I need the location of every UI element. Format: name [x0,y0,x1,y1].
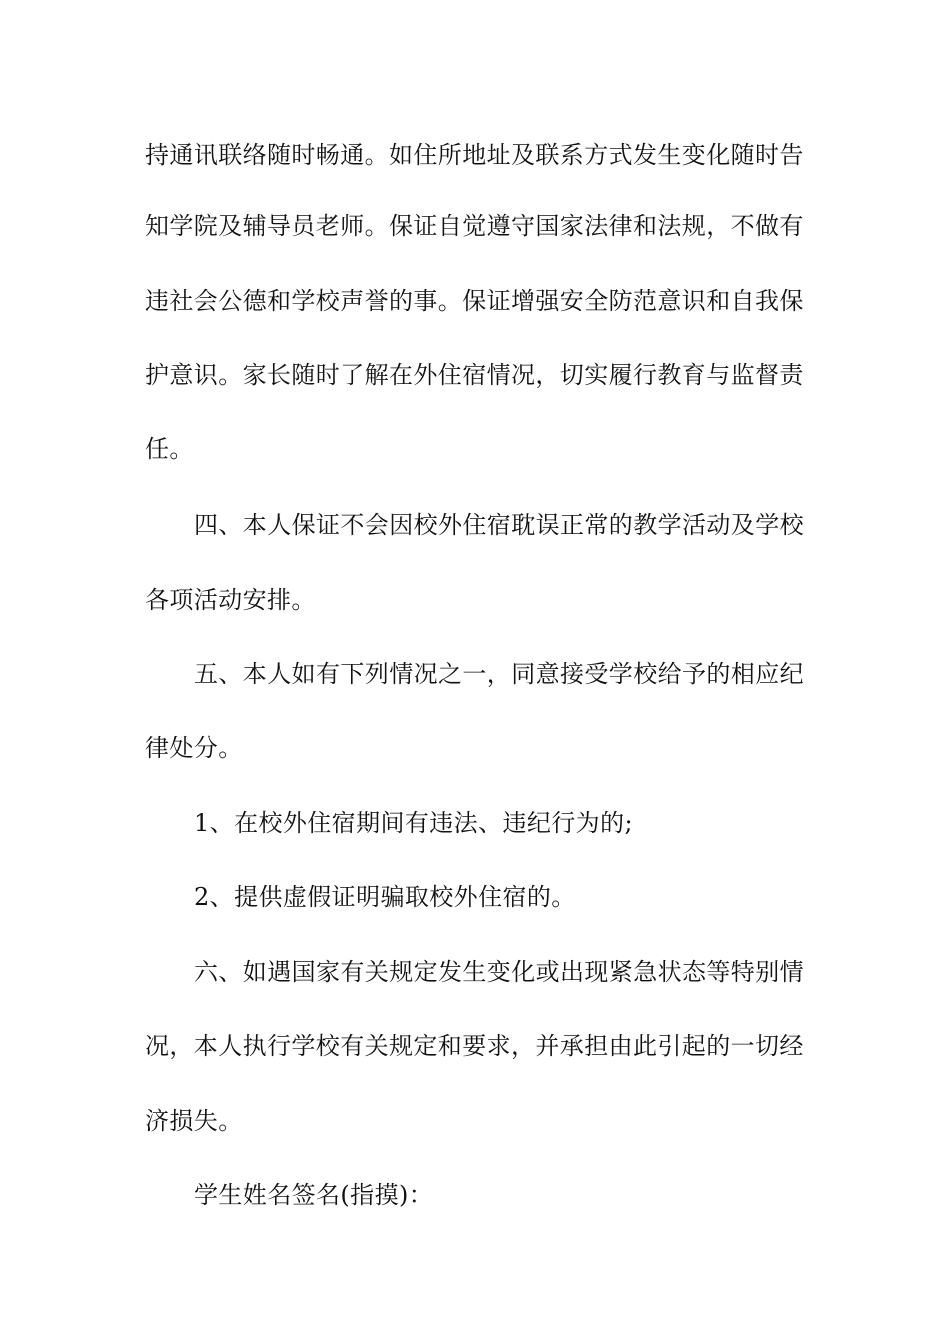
paragraph-6-line-1: 六、如遇国家有关规定发生变化或出现紧急状态等特别情 [194,958,804,986]
paragraph-5-line-1: 五、本人如有下列情况之一，同意接受学校给予的相应纪 [194,660,804,688]
signature-label: 学生姓名签名(指摸)： [194,1181,434,1209]
list-item-2: 2、提供虚假证明骗取校外住宿的。 [194,883,576,911]
list-item-1: 1、在校外住宿期间有违法、违纪行为的; [194,809,633,837]
paragraph-6-line-2: 况，本人执行学校有关规定和要求，并承担由此引起的一切经 [145,1032,804,1060]
paragraph-3-line-2: 知学院及辅导员老师。保证自觉遵守国家法律和法规，不做有 [145,212,804,240]
paragraph-4-line-1: 四、本人保证不会因校外住宿耽误正常的教学活动及学校 [194,511,804,539]
paragraph-5-line-2: 律处分。 [145,734,243,762]
paragraph-4-line-2: 各项活动安排。 [145,586,316,614]
paragraph-3-line-3: 违社会公德和学校声誉的事。保证增强安全防范意识和自我保 [145,287,804,315]
paragraph-3-line-1: 持通讯联络随时畅通。如住所地址及联系方式发生变化随时告 [145,141,804,169]
paragraph-3-line-4: 护意识。家长随时了解在外住宿情况，切实履行教育与监督责 [145,361,804,389]
paragraph-3-line-5: 任。 [145,435,194,463]
paragraph-6-line-3: 济损失。 [145,1107,243,1135]
